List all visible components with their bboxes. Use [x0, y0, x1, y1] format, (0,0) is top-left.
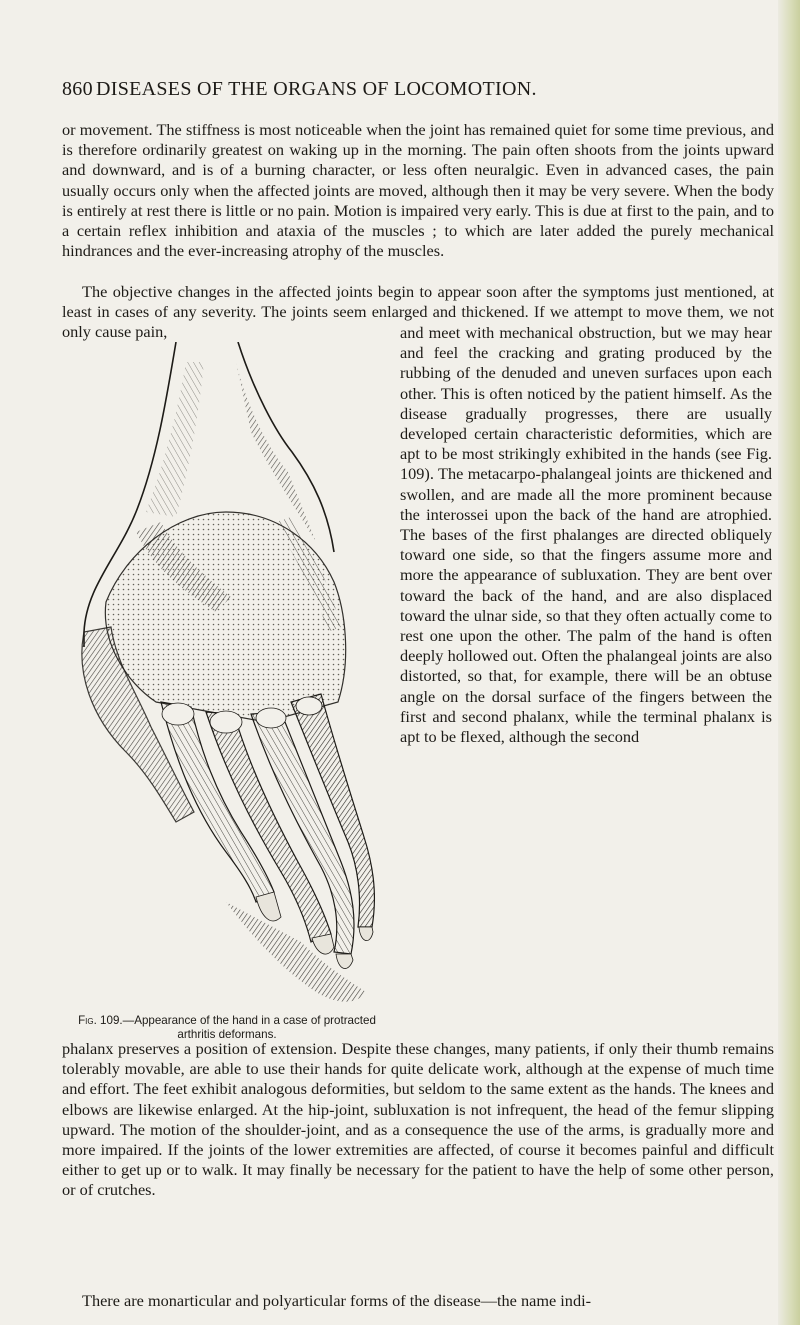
figure-caption: [66, 1014, 388, 1042]
paragraph-2-beside-figure: and meet with mechanical obstruction, but we may hear and feel the cracking and grating produced by the rubbing of the denuded and uneven surfaces upon each other. This is often noticed by the patient himself. As the disease gradually progresses, there are usually developed certain characteristic deformities, which are apt to be most strikingly exhibited in the hands (see Fig. 109). The metacarpo-phalangeal joints are thickened and swollen, and are made all the more prominent because the interossei upon the back of the hand are atrophied. The bases of the first phalanges are directed obliquely toward one side, so that the fingers assume more and more the appearance of subluxation. They are bent over toward the back of the hand, and are also displaced toward the ulnar side, so that they often actually come to rest one upon the other. The palm of the hand is often deeply hollowed out. Often the phalangeal joints are also distorted, so that, for example, there will be an obtuse angle on the dorsal surface of the fingers between the first and second phalanx, while the terminal phalanx is apt to be flexed, although the second: [400, 323, 772, 747]
figure-caption-text: —Appearance of the hand in a case of protracted arthritis deformans.: [122, 1014, 376, 1041]
page-edge-tint: [778, 0, 800, 1325]
paragraph-2-full-width: The objective changes in the affected joints begin to appear soon after the symptoms just mentioned, at least in cases of any severity. The joints seem enlarged and thickened. If we attempt to move them, we not only cause pain,: [62, 282, 774, 342]
page-header: [62, 78, 672, 108]
paragraph-3: There are monarticular and polyarticular forms of the disease—the name indi-: [82, 1291, 592, 1310]
hand-engraving-icon: [66, 342, 384, 1012]
paragraph-2-continuation: phalanx preserves a position of extension. Despite these changes, many patients, if only their thumb remains tolerably movable, are able to use their hands for quite delicate work, although at the expense of much time and effort. The feet exhibit analogous deformities, but seldom to the same extent as the hands. The knees and elbows are likewise enlarged. At the hip-joint, subluxation is not infrequent, the head of the femur slipping upward. The motion of the shoulder-joint, and as a consequence the use of the arms, is gradually more and more impaired. If the joints of the lower extremities are affected, of course it becomes painful and difficult either to get up or to walk. It may finally be necessary for the patient to have the help of some other person, or of crutches.: [62, 1039, 774, 1200]
paragraph-1: or movement. The stiffness is most noticeable when the joint has remained quiet for some time previous, and is therefore ordinarily greatest on waking up in the morning. The pain often shoots from the joints upward and downward, and is of a burning character, or less often neuralgic. Even in advanced cases, the pain usually occurs only when the affected joints are moved, although then it may be very severe. When the body is entirely at rest there is little or no pain. Motion is impaired very early. This is due at first to the pain, and to a certain reflex inhibition and ataxia of the muscles ; to which are later added the purely mechanical hindrances and the ever-increasing atrophy of the muscles.: [62, 120, 774, 261]
figure-hand-illustration: [66, 342, 384, 1012]
figure-label: Fig. 109.: [78, 1014, 123, 1027]
page-number: 860: [62, 78, 93, 100]
running-title: DISEASES OF THE ORGANS OF LOCOMOTION.: [96, 78, 537, 100]
